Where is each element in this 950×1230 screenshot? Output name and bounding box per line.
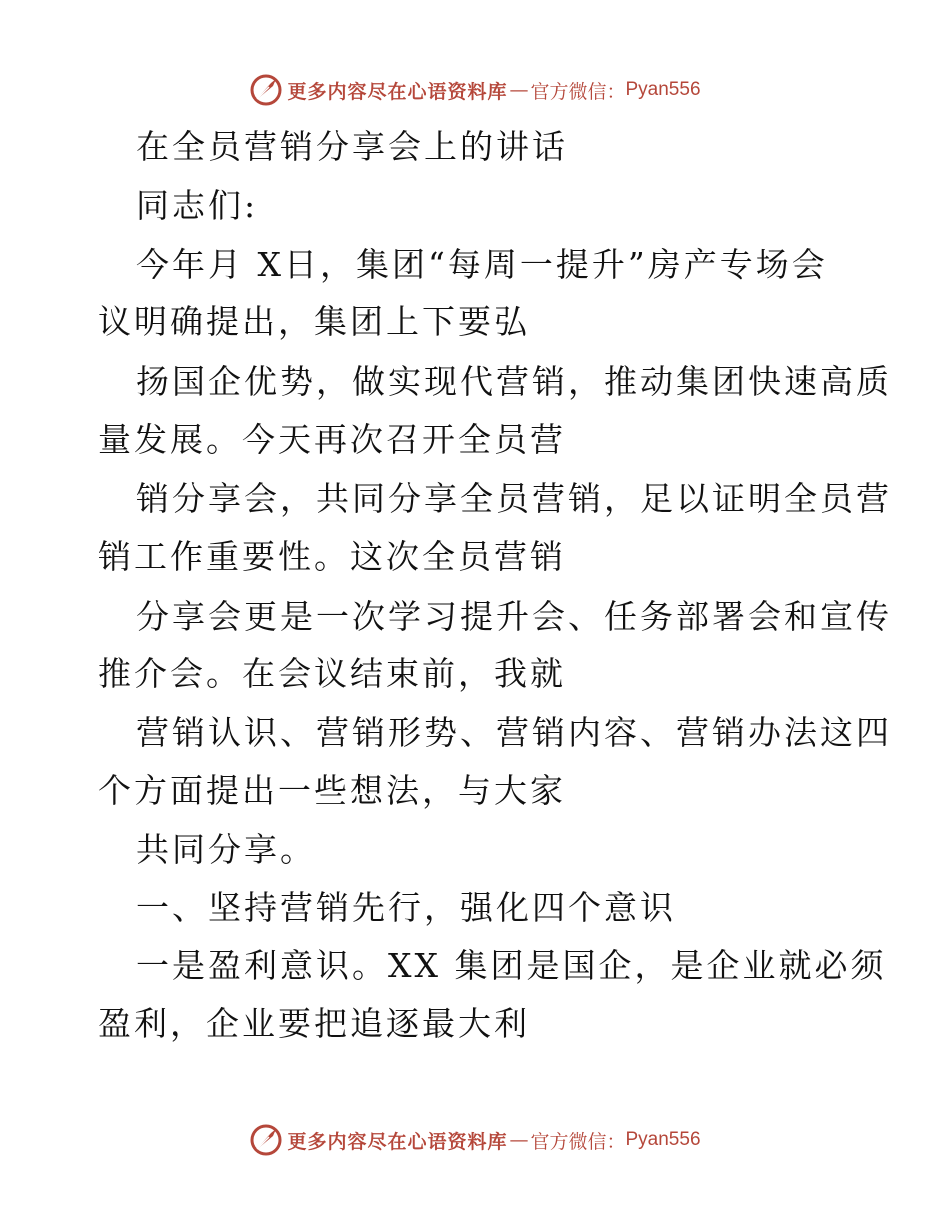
- watermark-wechat-label: 官方微信：: [530, 80, 626, 103]
- paragraph-line: 销工作重要性。这次全员营销: [98, 537, 566, 576]
- paragraph-line: 盈利，企业要把追逐最大利: [98, 1004, 530, 1043]
- paragraph-line: 今年月 X日，集团“每周一提升”房产专场会: [136, 245, 828, 284]
- quill-logo-icon: [249, 1123, 283, 1157]
- paragraph-line: 个方面提出一些想法，与大家: [98, 771, 566, 810]
- paragraph-line: 议明确提出，集团上下要弘: [98, 302, 530, 341]
- watermark-handle: Pyan556: [625, 1129, 701, 1150]
- quill-logo-icon: [249, 73, 283, 107]
- watermark-footer: [0, 1120, 950, 1160]
- paragraph-line: 共同分享。: [136, 830, 316, 869]
- paragraph-line: 营销认识、营销形势、营销内容、营销办法这四: [136, 713, 892, 752]
- watermark-wechat-label: 官方微信：: [530, 1130, 626, 1153]
- watermark-brand: 更多内容尽在心语资料库: [287, 1130, 508, 1153]
- paragraph-line: 销分享会，共同分享全员营销，足以证明全员营: [136, 479, 892, 518]
- paragraph-line: 一是盈利意识。XX 集团是国企，是企业就必须: [136, 946, 887, 985]
- salutation: 同志们:: [136, 186, 259, 225]
- watermark-separator: —: [509, 1129, 529, 1151]
- watermark-handle: Pyan556: [625, 79, 701, 100]
- paragraph-line: 扬国企优势，做实现代营销，推动集团快速高质: [136, 362, 892, 401]
- watermark-brand: 更多内容尽在心语资料库: [287, 80, 508, 103]
- section-heading: 一、坚持营销先行，强化四个意识: [136, 888, 676, 927]
- paragraph-line: 分享会更是一次学习提升会、任务部署会和宣传: [136, 597, 892, 636]
- watermark-header: [0, 70, 950, 110]
- document-title: 在全员营销分享会上的讲话: [136, 127, 568, 166]
- paragraph-line: 量发展。今天再次召开全员营: [98, 420, 566, 459]
- paragraph-line: 推介会。在会议结束前，我就: [98, 654, 566, 693]
- watermark-separator: —: [509, 79, 529, 101]
